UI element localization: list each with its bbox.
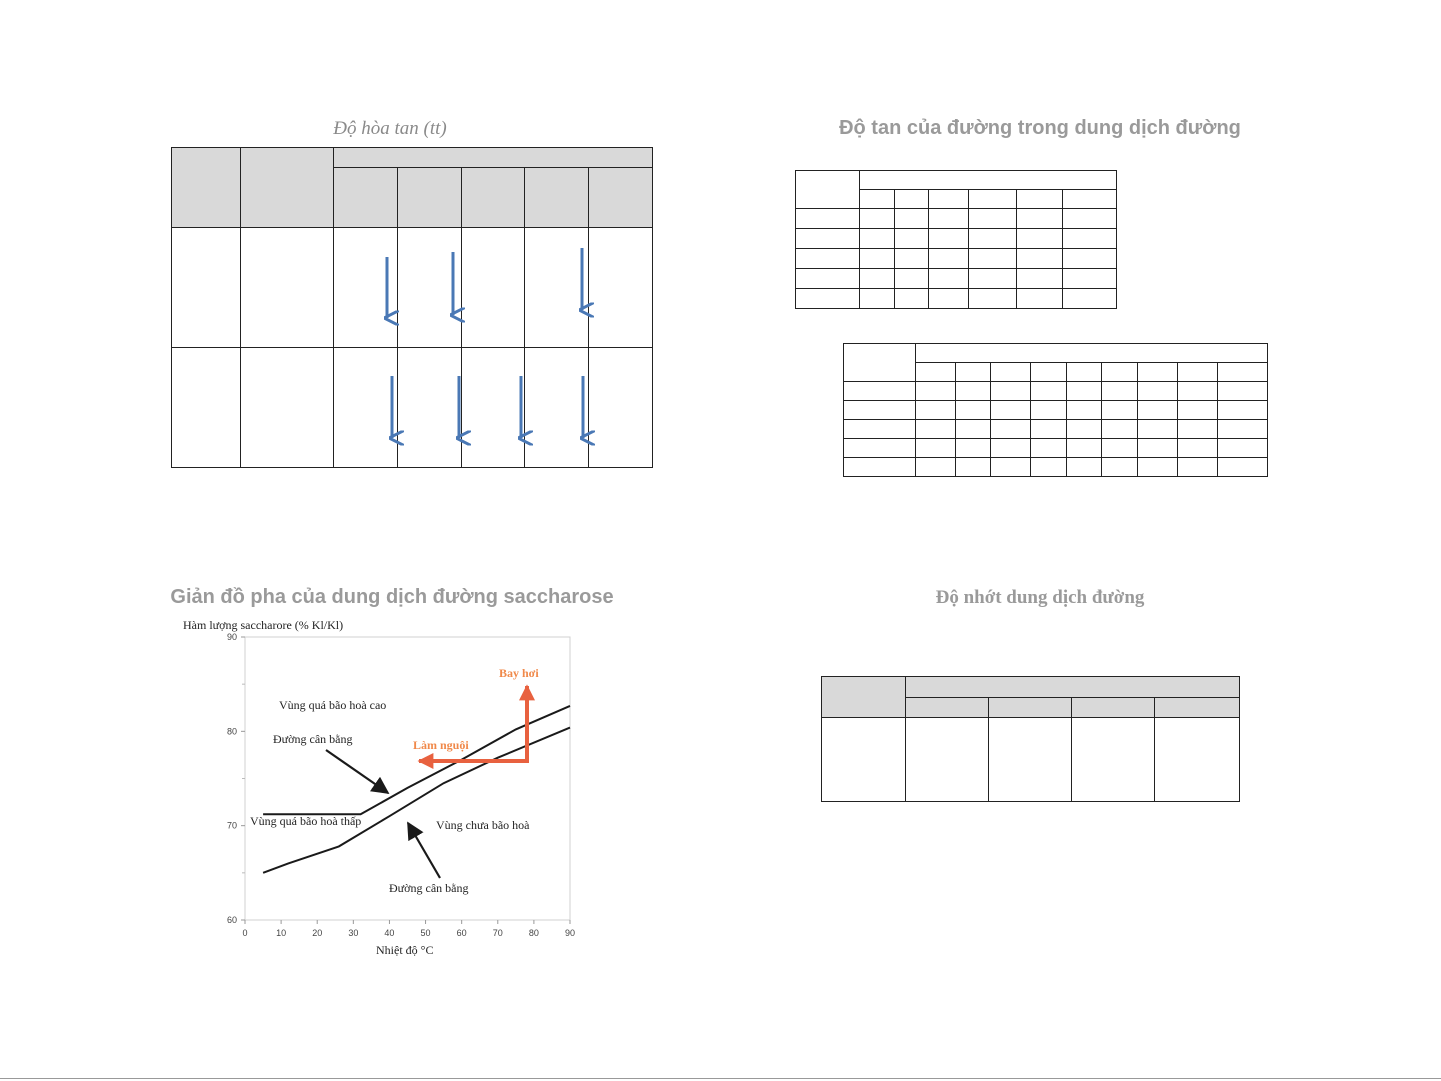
annotation-cooling: Làm nguội	[413, 738, 469, 752]
annotation-unsaturated: Vùng chưa bão hoà	[436, 818, 530, 832]
header-cell	[1072, 698, 1155, 718]
viscosity-table	[821, 676, 1240, 802]
x-tick-label: 50	[420, 928, 431, 938]
annotation-low-supersaturation: Vùng quá bão hoà thấp	[250, 814, 362, 828]
annotation-evaporation: Bay hơi	[499, 666, 539, 680]
annotation-high-supersaturation: Vùng quá bão hoà cao	[279, 698, 387, 712]
y-tick-label: 60	[226, 915, 237, 925]
header-cell	[906, 677, 1240, 698]
phase-diagram-title: Giản đồ pha của dung dịch đường saccharose	[170, 586, 614, 608]
y-tick-label: 90	[226, 632, 237, 642]
header-cell	[1155, 698, 1240, 718]
x-tick-label: 90	[564, 928, 576, 938]
x-tick-label: 80	[528, 928, 539, 938]
x-tick-label: 10	[276, 928, 287, 938]
header-cell	[989, 698, 1072, 718]
x-tick-label: 20	[312, 928, 323, 938]
y-tick-label: 70	[226, 820, 237, 831]
y-axis-label: Hàm lượng saccharore (% Kl/Kl)	[183, 618, 344, 632]
x-tick-label: 60	[456, 928, 467, 938]
x-axis-label: Nhiệt độ °C	[376, 943, 434, 957]
y-tick-label: 80	[226, 726, 237, 737]
pointer-arrow-icon	[326, 750, 388, 793]
table-row	[822, 718, 1240, 802]
x-tick-label: 70	[492, 928, 503, 938]
chart-series	[263, 706, 570, 873]
viscosity-title: Độ nhớt dung dịch đường	[935, 587, 1145, 608]
x-tick-label: 30	[348, 928, 359, 938]
x-tick-label: 0	[242, 928, 248, 938]
sugar-solubility-title: Độ tan của đường trong dung dịch đường	[839, 117, 1241, 139]
annotation-equilibrium-lower: Đường cân bằng	[389, 881, 469, 895]
annotation-equilibrium-upper: Đường cân bằng	[273, 732, 353, 746]
header-cell	[906, 698, 989, 718]
x-tick-label: 40	[384, 928, 395, 938]
page-bottom-border	[0, 1078, 1441, 1079]
header-cell	[822, 677, 906, 718]
solubility-tt-title: Độ hòa tan (tt)	[333, 118, 447, 139]
